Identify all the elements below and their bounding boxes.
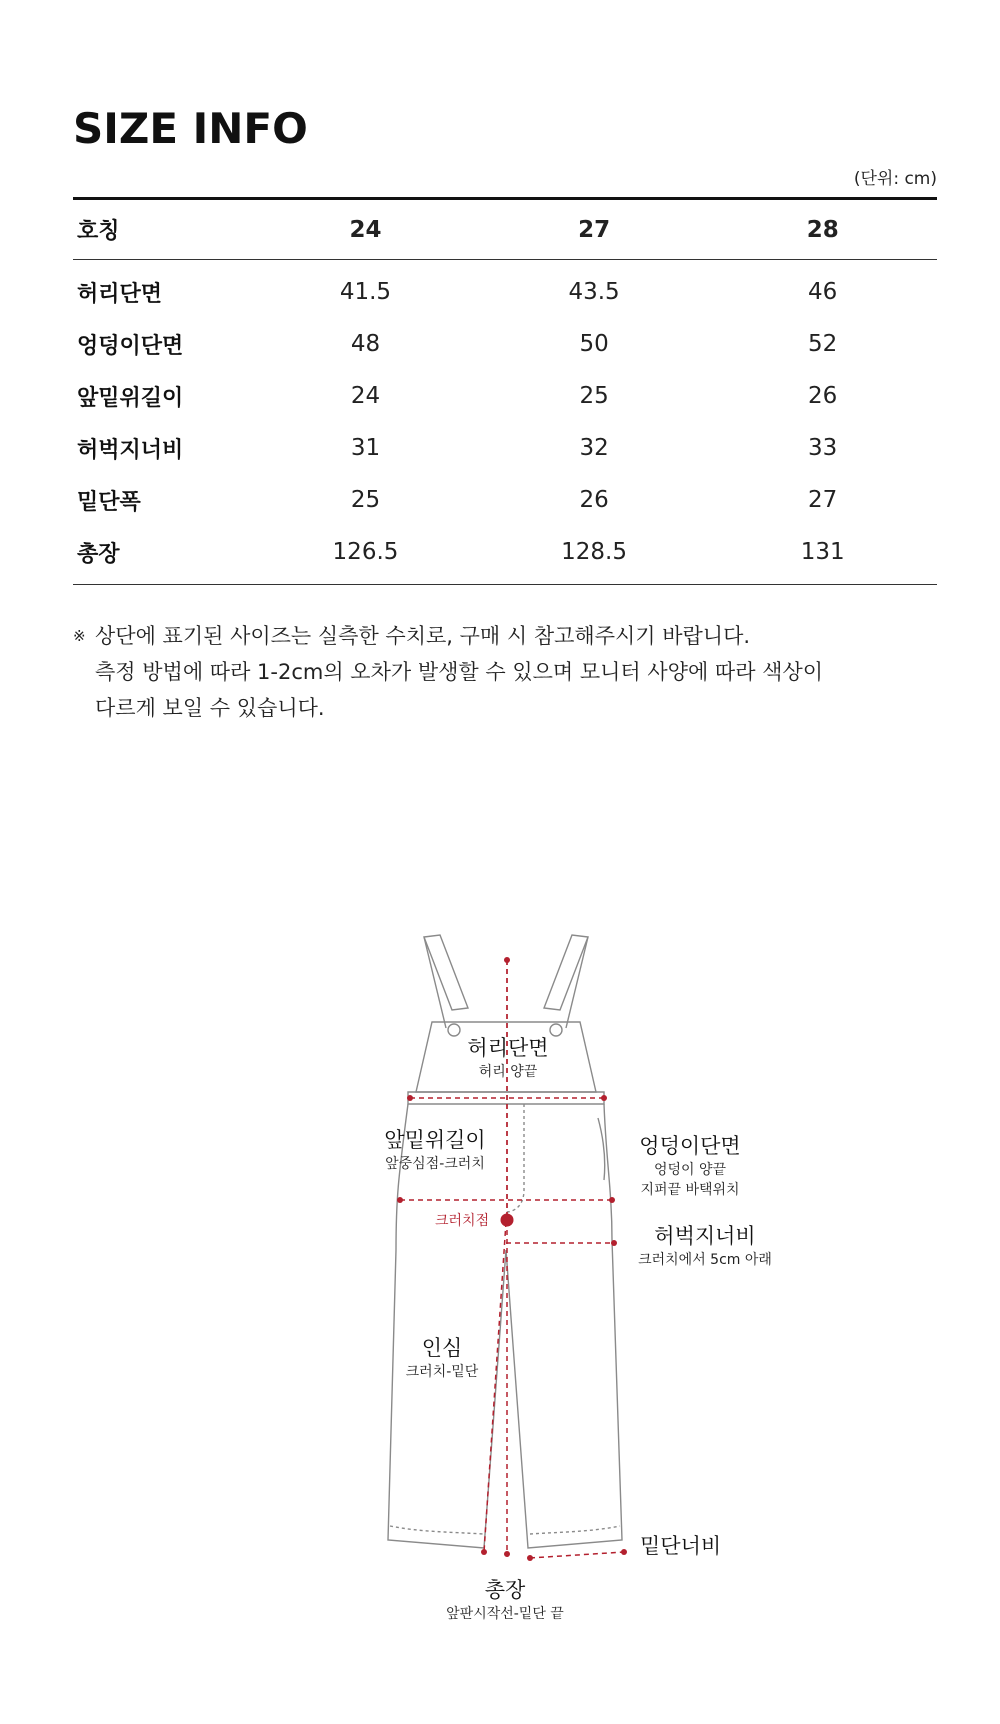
header-size: 27 xyxy=(578,216,611,243)
measure-dot xyxy=(481,1549,487,1555)
table-row xyxy=(73,526,937,578)
row-label: 총장 xyxy=(77,541,120,567)
inseam-sub: 크러치-밑단 xyxy=(405,1364,479,1380)
row-label: 허리단면 xyxy=(77,281,163,307)
size-table xyxy=(73,197,937,585)
row-label: 앞밑위길이 xyxy=(77,385,184,411)
thigh-main: 허벅지너비 xyxy=(654,1224,756,1248)
note-line xyxy=(73,618,933,654)
total-length-main: 총장 xyxy=(484,1578,526,1602)
note-text: 다르게 보일 수 있습니다. xyxy=(95,696,325,720)
row-value: 46 xyxy=(808,279,838,305)
thigh-sub: 크러치에서 5cm 아래 xyxy=(638,1252,772,1268)
row-value: 32 xyxy=(579,435,609,461)
waist-sub: 허리 양끝 xyxy=(478,1064,538,1080)
hem-main: 밑단너비 xyxy=(640,1534,722,1558)
measure-dot xyxy=(504,957,510,963)
row-value: 131 xyxy=(800,539,845,565)
note-line xyxy=(73,654,933,690)
measure-dot xyxy=(504,1551,510,1557)
measure-dot xyxy=(611,1240,617,1246)
measure-dot xyxy=(621,1549,627,1555)
size-notes xyxy=(73,618,933,726)
row-value: 128.5 xyxy=(561,539,628,565)
waist-main: 허리단면 xyxy=(467,1036,549,1060)
note-text: 상단에 표기된 사이즈는 실측한 수치로, 구매 시 참고해주시기 바랍니다. xyxy=(95,624,751,648)
hem-stitch-left xyxy=(390,1526,484,1534)
measurement-diagram xyxy=(0,860,1000,1660)
measure-dot xyxy=(397,1197,403,1203)
hip-sub-2: 지퍼끝 바택위치 xyxy=(640,1182,740,1198)
inseam-main: 인심 xyxy=(421,1336,463,1360)
hip-sub-1: 엉덩이 양끝 xyxy=(653,1162,727,1178)
left-strap-outline xyxy=(424,935,468,1010)
row-value: 52 xyxy=(808,331,838,357)
measure-dot xyxy=(609,1197,615,1203)
total-length-label xyxy=(430,1576,580,1624)
page-title: SIZE INFO xyxy=(73,104,308,153)
row-value: 25 xyxy=(579,383,609,409)
table-row xyxy=(73,370,937,422)
inseam-label xyxy=(392,1334,492,1382)
waist-label xyxy=(448,1034,568,1082)
right-strap-outline xyxy=(544,935,588,1010)
hip-label xyxy=(625,1132,755,1200)
note-mark: ※ xyxy=(73,627,86,645)
row-value: 31 xyxy=(350,435,381,461)
overalls-illustration xyxy=(0,860,1000,1660)
row-value: 43.5 xyxy=(568,279,620,305)
inseam-line xyxy=(484,1222,506,1552)
row-value: 25 xyxy=(350,487,381,513)
row-label: 허벅지너비 xyxy=(77,437,184,463)
header-label: 호칭 xyxy=(77,219,120,244)
row-value: 50 xyxy=(579,331,609,357)
crotch-point-dot xyxy=(501,1214,514,1227)
row-value: 41.5 xyxy=(339,279,392,305)
unit-label: (단위: cm) xyxy=(853,169,937,189)
fly-stitch xyxy=(506,1104,524,1212)
crotch-point-label: 크러치점 xyxy=(435,1213,490,1229)
left-strap-edge xyxy=(424,937,446,1028)
front-rise-sub: 앞중심점-크러치 xyxy=(385,1156,485,1172)
hip-main: 엉덩이단면 xyxy=(639,1134,741,1158)
pocket-line xyxy=(598,1118,605,1180)
thigh-label xyxy=(630,1222,780,1270)
row-value: 24 xyxy=(350,383,381,409)
note-line xyxy=(73,690,933,726)
row-value: 27 xyxy=(808,487,838,513)
row-value: 48 xyxy=(350,331,381,357)
table-row xyxy=(73,422,937,474)
measure-dot xyxy=(601,1095,607,1101)
hem-label xyxy=(640,1532,740,1560)
measure-dot xyxy=(407,1095,413,1101)
note-text: 측정 방법에 따라 1-2cm의 오차가 발생할 수 있으며 모니터 사양에 따라 색상이 xyxy=(95,660,824,684)
right-strap-edge xyxy=(566,937,588,1028)
total-length-sub: 앞판시작선-밑단 끝 xyxy=(446,1606,564,1622)
header-size: 24 xyxy=(349,216,382,243)
table-row xyxy=(73,266,937,318)
row-value: 126.5 xyxy=(332,539,399,565)
hem-stitch-right xyxy=(530,1526,620,1534)
row-value: 26 xyxy=(579,487,609,513)
hem-width-line xyxy=(530,1552,624,1558)
header-size: 28 xyxy=(806,216,839,243)
table-row xyxy=(73,318,937,370)
row-label: 엉덩이단면 xyxy=(77,333,184,359)
measure-dot xyxy=(527,1555,533,1561)
table-header-row xyxy=(73,200,937,260)
row-label: 밑단폭 xyxy=(77,489,141,515)
table-row xyxy=(73,474,937,526)
row-value: 33 xyxy=(808,435,838,461)
front-rise-label xyxy=(370,1126,500,1174)
row-value: 26 xyxy=(808,383,838,409)
front-rise-main: 앞밑위길이 xyxy=(384,1128,486,1152)
